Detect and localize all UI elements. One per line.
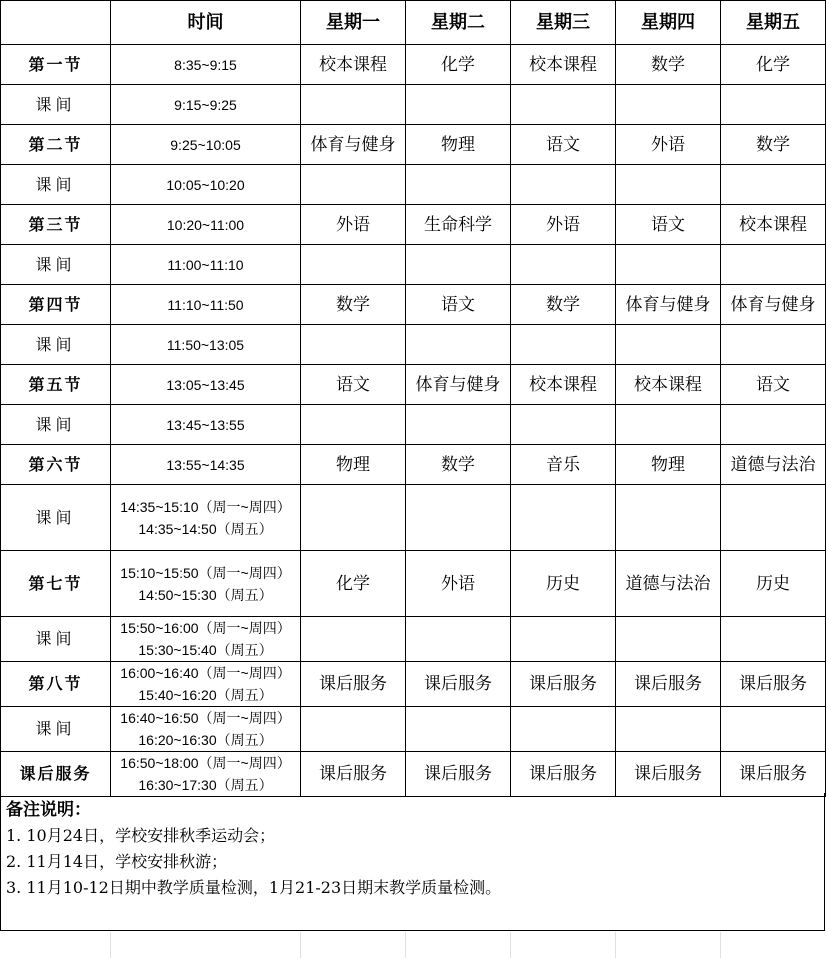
subject-cell: 化学 xyxy=(406,45,511,85)
subject-cell xyxy=(511,617,616,662)
time-cell xyxy=(111,445,301,485)
subject-cell: 外语 xyxy=(616,125,721,165)
day-header-mon: 星期一 xyxy=(301,1,406,45)
time-text: 16:50~18:00（周一~周四） xyxy=(120,755,291,771)
subject-cell xyxy=(511,485,616,551)
day-header-wed: 星期三 xyxy=(511,1,616,45)
subject-cell: 数学 xyxy=(511,285,616,325)
subject-cell: 语文 xyxy=(406,285,511,325)
subject-cell xyxy=(406,245,511,285)
note-item: 2. 11月14日，学校安排秋游； xyxy=(6,852,228,871)
subject-cell: 化学 xyxy=(301,551,406,617)
time-cell xyxy=(111,285,301,325)
period-row xyxy=(1,662,826,707)
subject-cell: 课后服务 xyxy=(511,662,616,707)
period-row xyxy=(1,45,826,85)
subject-cell xyxy=(721,617,826,662)
note-item: 1. 10月24日，学校安排秋季运动会； xyxy=(6,826,276,845)
period-row xyxy=(1,752,826,797)
subject-cell xyxy=(511,325,616,365)
break-row xyxy=(1,485,826,551)
subject-cell xyxy=(406,707,511,752)
period-row xyxy=(1,551,826,617)
period-label: 课间 xyxy=(1,325,111,365)
subject-cell: 音乐 xyxy=(511,445,616,485)
time-text: 9:15~9:25 xyxy=(174,96,237,113)
subject-cell: 语文 xyxy=(721,365,826,405)
subject-cell: 校本课程 xyxy=(511,45,616,85)
period-label: 第二节 xyxy=(1,125,111,165)
time-text: 13:45~13:55 xyxy=(166,416,245,433)
subject-cell: 体育与健身 xyxy=(301,125,406,165)
subject-cell: 课后服务 xyxy=(511,752,616,797)
subject-cell: 历史 xyxy=(721,551,826,617)
time-cell xyxy=(111,551,301,617)
subject-cell xyxy=(616,707,721,752)
period-label: 第八节 xyxy=(1,662,111,707)
time-text: 16:20~16:30（周五） xyxy=(138,732,273,748)
subject-cell: 语文 xyxy=(616,205,721,245)
subject-cell: 体育与健身 xyxy=(721,285,826,325)
subject-cell xyxy=(616,85,721,125)
subject-cell xyxy=(406,617,511,662)
subject-cell xyxy=(301,405,406,445)
subject-cell: 生命科学 xyxy=(406,205,511,245)
period-row xyxy=(1,445,826,485)
subject-cell: 课后服务 xyxy=(721,662,826,707)
period-label: 第六节 xyxy=(1,445,111,485)
subject-cell xyxy=(511,85,616,125)
subject-cell: 数学 xyxy=(721,125,826,165)
subject-cell xyxy=(301,325,406,365)
period-label: 课间 xyxy=(1,707,111,752)
break-row xyxy=(1,617,826,662)
subject-cell xyxy=(301,165,406,205)
subject-cell xyxy=(616,485,721,551)
period-label: 第五节 xyxy=(1,365,111,405)
subject-cell xyxy=(301,485,406,551)
time-cell xyxy=(111,245,301,285)
subject-cell xyxy=(721,405,826,445)
time-cell xyxy=(111,617,301,662)
subject-cell xyxy=(721,325,826,365)
time-cell xyxy=(111,125,301,165)
period-label: 第四节 xyxy=(1,285,111,325)
subject-cell: 课后服务 xyxy=(721,752,826,797)
period-label: 第三节 xyxy=(1,205,111,245)
subject-cell xyxy=(616,617,721,662)
break-row xyxy=(1,165,826,205)
time-cell xyxy=(111,45,301,85)
period-row xyxy=(1,285,826,325)
subject-cell xyxy=(301,617,406,662)
subject-cell: 数学 xyxy=(301,285,406,325)
break-row xyxy=(1,405,826,445)
subject-cell: 物理 xyxy=(301,445,406,485)
time-text: 11:50~13:05 xyxy=(166,336,245,353)
period-row xyxy=(1,125,826,165)
subject-cell xyxy=(721,485,826,551)
subject-cell: 课后服务 xyxy=(616,752,721,797)
subject-cell xyxy=(511,245,616,285)
subject-cell xyxy=(721,245,826,285)
subject-cell: 校本课程 xyxy=(511,365,616,405)
subject-cell: 道德与法治 xyxy=(616,551,721,617)
break-row xyxy=(1,707,826,752)
time-text: 15:10~15:50（周一~周四） xyxy=(120,564,291,581)
time-header: 时间 xyxy=(111,1,301,45)
period-label: 课后服务 xyxy=(1,752,111,797)
time-cell xyxy=(111,325,301,365)
subject-cell xyxy=(301,85,406,125)
subject-cell: 课后服务 xyxy=(406,752,511,797)
day-header-thu: 星期四 xyxy=(616,1,721,45)
time-text: 15:40~16:20（周五） xyxy=(138,687,273,703)
period-label: 课间 xyxy=(1,245,111,285)
subject-cell: 语文 xyxy=(301,365,406,405)
time-text: 11:10~11:50 xyxy=(167,296,244,313)
subject-cell: 语文 xyxy=(511,125,616,165)
time-cell xyxy=(111,165,301,205)
period-label: 课间 xyxy=(1,85,111,125)
subject-cell: 物理 xyxy=(406,125,511,165)
break-row xyxy=(1,325,826,365)
header-row xyxy=(1,1,826,45)
subject-cell xyxy=(406,405,511,445)
break-row xyxy=(1,245,826,285)
time-text: 13:55~14:35 xyxy=(166,456,245,473)
subject-cell: 体育与健身 xyxy=(406,365,511,405)
time-text: 10:20~11:00 xyxy=(166,216,245,233)
time-text: 14:35~14:50（周五） xyxy=(138,520,273,537)
day-header-fri: 星期五 xyxy=(721,1,826,45)
subject-cell: 物理 xyxy=(616,445,721,485)
subject-cell: 外语 xyxy=(511,205,616,245)
subject-cell xyxy=(511,165,616,205)
time-cell xyxy=(111,485,301,551)
time-text: 15:50~16:00（周一~周四） xyxy=(120,620,291,636)
time-text: 9:25~10:05 xyxy=(170,136,241,153)
period-label: 课间 xyxy=(1,165,111,205)
subject-cell: 课后服务 xyxy=(301,752,406,797)
period-label: 课间 xyxy=(1,617,111,662)
subject-cell: 历史 xyxy=(511,551,616,617)
time-text: 13:05~13:45 xyxy=(166,376,245,393)
day-header-tue: 星期二 xyxy=(406,1,511,45)
subject-cell: 校本课程 xyxy=(616,365,721,405)
time-cell xyxy=(111,85,301,125)
corner-cell xyxy=(1,1,111,45)
period-label: 课间 xyxy=(1,485,111,551)
time-cell xyxy=(111,205,301,245)
subject-cell: 课后服务 xyxy=(301,662,406,707)
subject-cell xyxy=(406,85,511,125)
notes-title: 备注说明： xyxy=(6,800,91,820)
period-row xyxy=(1,205,826,245)
subject-cell: 外语 xyxy=(301,205,406,245)
time-cell xyxy=(111,662,301,707)
time-text: 11:00~11:10 xyxy=(167,256,244,273)
subject-cell: 外语 xyxy=(406,551,511,617)
subject-cell xyxy=(721,707,826,752)
subject-cell xyxy=(301,707,406,752)
subject-cell: 数学 xyxy=(616,45,721,85)
time-cell xyxy=(111,405,301,445)
period-label: 课间 xyxy=(1,405,111,445)
subject-cell xyxy=(721,165,826,205)
subject-cell xyxy=(616,165,721,205)
time-cell xyxy=(111,365,301,405)
subject-cell: 课后服务 xyxy=(406,662,511,707)
time-text: 16:30~17:30（周五） xyxy=(138,777,273,793)
empty-sheet-row xyxy=(0,932,826,958)
subject-cell xyxy=(616,325,721,365)
period-label: 第一节 xyxy=(1,45,111,85)
subject-cell xyxy=(721,85,826,125)
notes-section xyxy=(0,793,825,931)
time-text: 15:30~15:40（周五） xyxy=(138,642,273,658)
time-text: 8:35~9:15 xyxy=(174,56,237,73)
subject-cell: 体育与健身 xyxy=(616,285,721,325)
subject-cell xyxy=(406,485,511,551)
subject-cell: 化学 xyxy=(721,45,826,85)
subject-cell xyxy=(406,325,511,365)
time-cell xyxy=(111,752,301,797)
time-text: 14:50~15:30（周五） xyxy=(138,586,273,603)
subject-cell xyxy=(301,245,406,285)
subject-cell: 道德与法治 xyxy=(721,445,826,485)
subject-cell xyxy=(616,405,721,445)
period-label: 第七节 xyxy=(1,551,111,617)
time-text: 16:40~16:50（周一~周四） xyxy=(120,710,291,726)
subject-cell xyxy=(511,405,616,445)
note-item: 3. 11月10-12日期中教学质量检测，1月21-23日期末教学质量检测。 xyxy=(6,878,502,897)
subject-cell xyxy=(511,707,616,752)
time-text: 14:35~15:10（周一~周四） xyxy=(120,498,291,515)
subject-cell xyxy=(616,245,721,285)
time-text: 16:00~16:40（周一~周四） xyxy=(120,665,291,681)
subject-cell xyxy=(406,165,511,205)
time-cell xyxy=(111,707,301,752)
break-row xyxy=(1,85,826,125)
subject-cell: 课后服务 xyxy=(616,662,721,707)
subject-cell: 数学 xyxy=(406,445,511,485)
subject-cell: 校本课程 xyxy=(721,205,826,245)
time-text: 10:05~10:20 xyxy=(166,176,245,193)
subject-cell: 校本课程 xyxy=(301,45,406,85)
period-row xyxy=(1,365,826,405)
